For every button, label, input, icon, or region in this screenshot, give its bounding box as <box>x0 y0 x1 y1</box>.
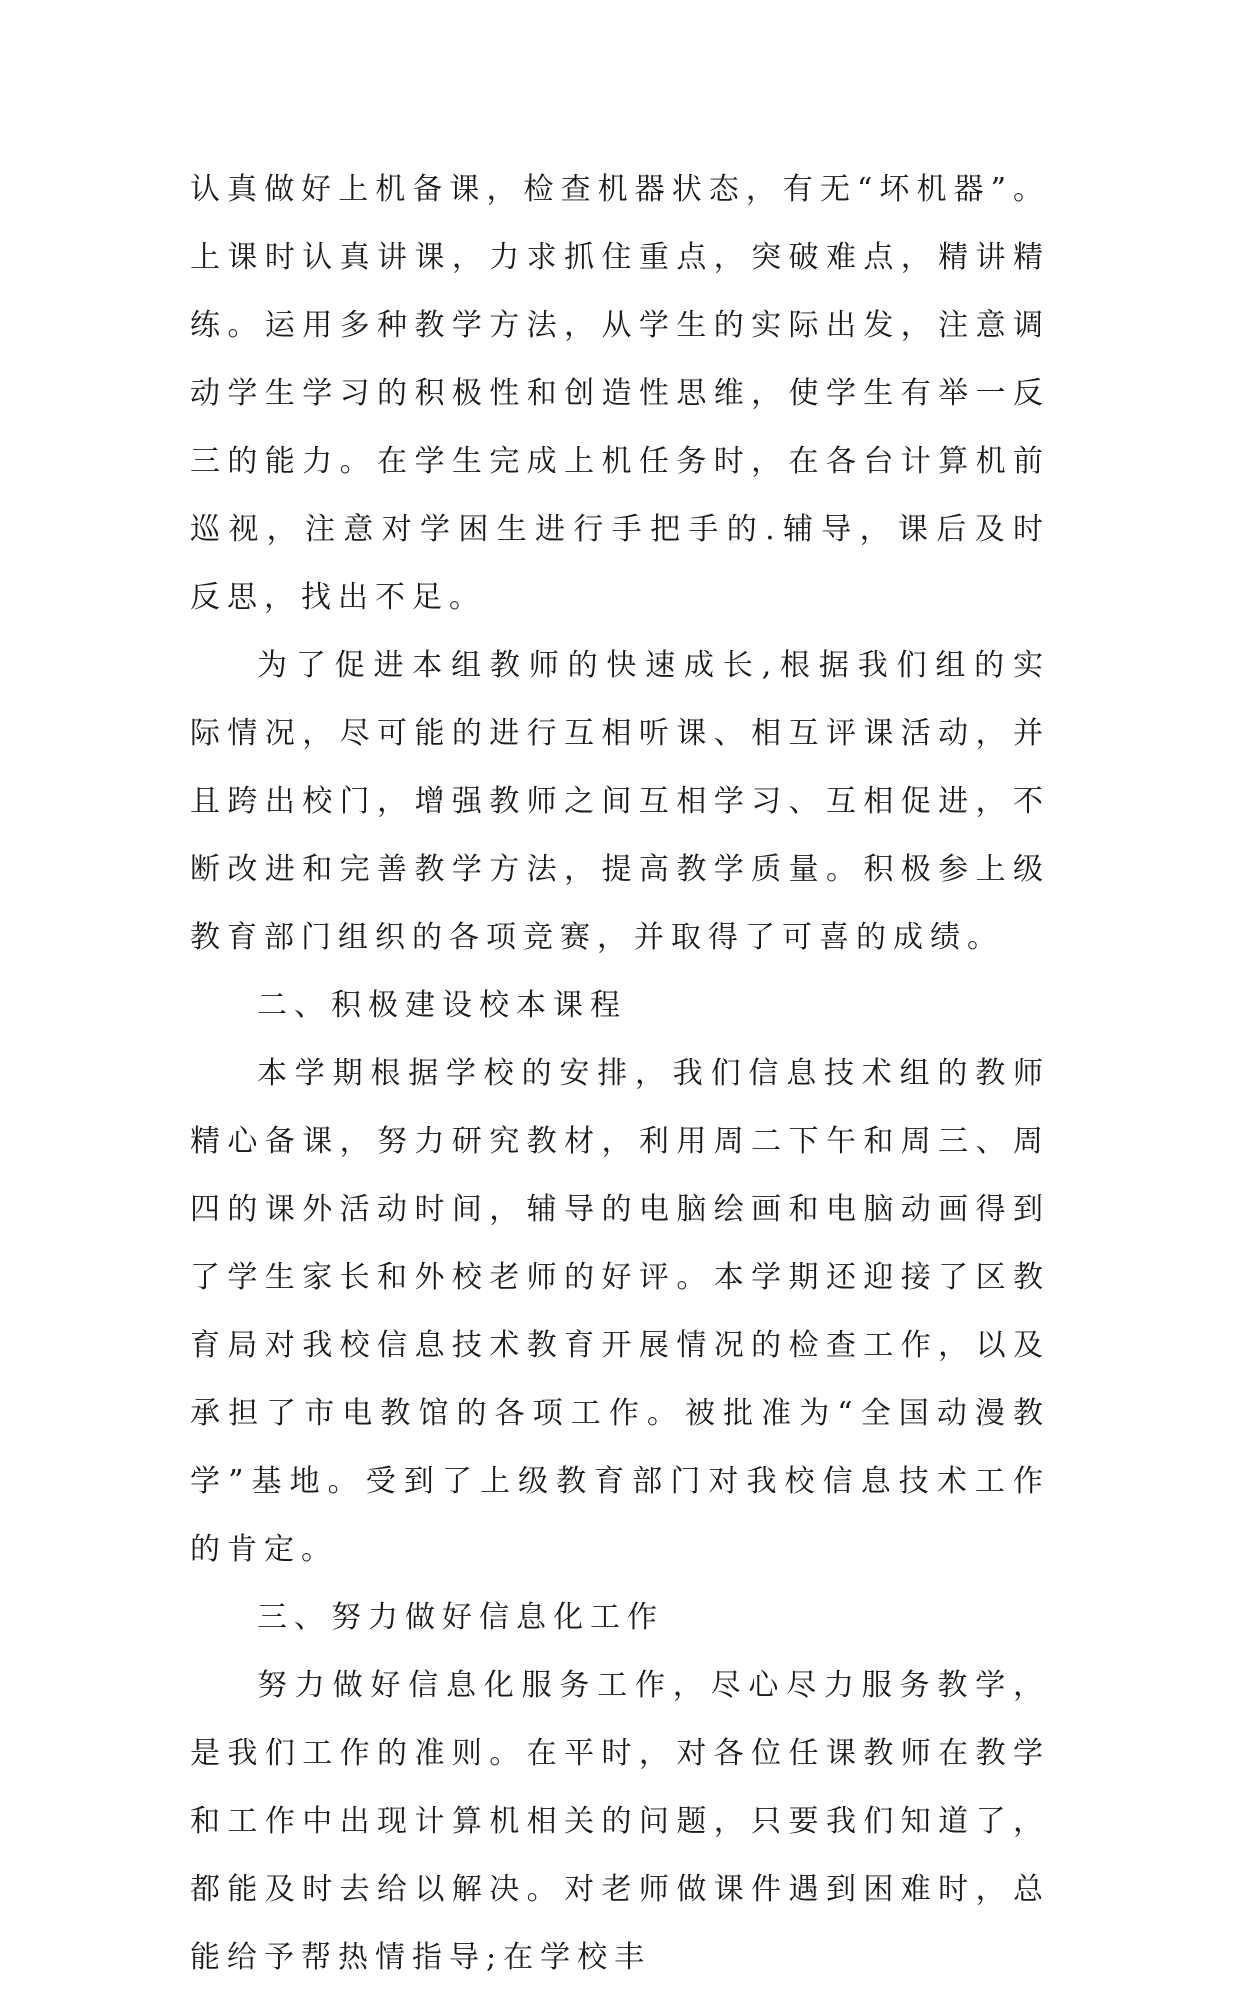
paragraph-informatization: 努力做好信息化服务工作，尽心尽力服务教学，是我们工作的准则。在平时，对各位任课教师在教学和工作中出现计算机相关的问题，只要我们知道了，都能及时去给以解决。对老师做课件遇到困难时，总能给予帮热情指导;在学校丰 <box>190 1668 1050 1975</box>
section-heading-school-curriculum: 二、积极建设校本课程 <box>257 988 627 1023</box>
document-body <box>190 156 1050 1992</box>
paragraph-classroom-teaching: 认真做好上机备课，检查机器状态，有无“坏机器”。上课时认真讲课，力求抓住重点，突破难点，精讲精练。运用多种教学方法，从学生的实际出发，注意调动学生学习的积极性和创造性思维，使学生有举一反三的能力。在学生完成上机任务时，在各台计算机前巡视，注意对学困生进行手把手的.辅导，课后及时反思，找出不足。 <box>190 172 1050 615</box>
section-heading-informatization: 三、努力做好信息化工作 <box>257 1600 664 1635</box>
paragraph-school-curriculum: 本学期根据学校的安排，我们信息技术组的教师精心备课，努力研究教材，利用周二下午和周三、周四的课外活动时间，辅导的电脑绘画和电脑动画得到了学生家长和外校老师的好评。本学期还迎接了区教育局对我校信息技术教育开展情况的检查工作，以及承担了市电教馆的各项工作。被批准为“全国动漫教学”基地。受到了上级教育部门对我校信息技术工作的肯定。 <box>190 1056 1050 1567</box>
paragraph-teacher-growth: 为了促进本组教师的快速成长,根据我们组的实际情况，尽可能的进行互相听课、相互评课活动，并且跨出校门，增强教师之间互相学习、互相促进，不断改进和完善教学方法，提高教学质量。积极参上级教育部门组织的各项竞赛，并取得了可喜的成绩。 <box>190 648 1050 955</box>
